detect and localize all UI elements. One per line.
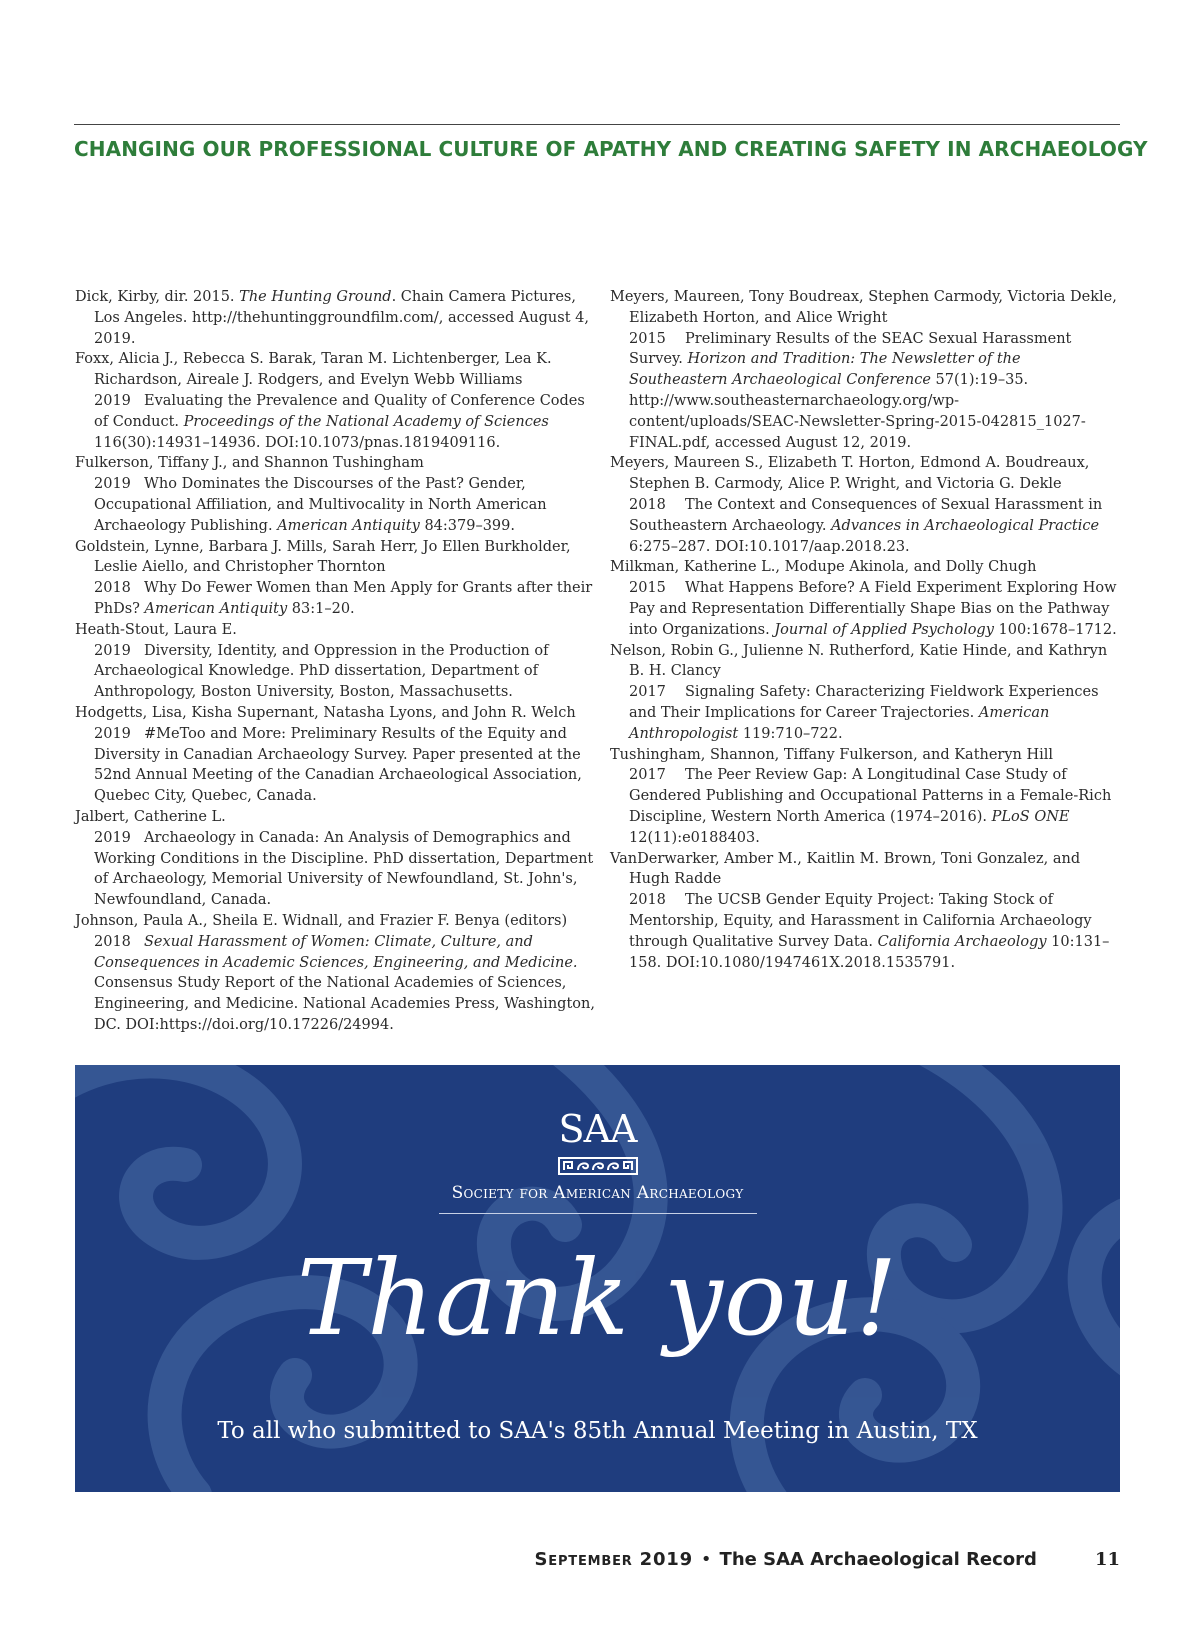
reference-author: Jalbert, Catherine L. [75, 808, 226, 825]
reference-author: Fulkerson, Tiffany J., and Shannon Tushingham [75, 455, 424, 472]
reference-item [610, 287, 1120, 453]
reference-title: The Hunting Ground [239, 289, 392, 305]
reference-rest: 12(11):e0188403. [629, 829, 760, 846]
reference-year: 2015 [629, 580, 666, 597]
reference-item [610, 641, 1120, 745]
reference-rest: 6:275–287. DOI:10.1017/aap.2018.23. [629, 538, 910, 555]
reference-year: 2018 [629, 892, 666, 909]
reference-year: 2019 [94, 476, 131, 493]
reference-author: Goldstein, Lynne, Barbara J. Mills, Sarah Herr, Jo Ellen Burkholder, Leslie Aiello, and Christopher Thornton [75, 538, 571, 576]
reference-year: 2019 [94, 392, 131, 409]
reference-author: Johnson, Paula A., Sheila E. Widnall, and Frazier F. Benya (editors) [75, 912, 568, 929]
page-footer [74, 1549, 1120, 1570]
reference-item [75, 287, 601, 349]
reference-rest: 83:1–20. [291, 600, 355, 617]
header-rule [74, 124, 1120, 125]
reference-item [610, 453, 1120, 557]
reference-journal: Sexual Harassment of Women: Climate, Culture, and Consequences in Academic Sciences, Engineering, and Medicine. [94, 933, 578, 971]
page-header-title: CHANGING OUR PROFESSIONAL CULTURE OF APATHY AND CREATING SAFETY IN ARCHAEOLOGY [74, 137, 1148, 161]
reference-year: 2018 [629, 496, 666, 513]
reference-item [75, 349, 601, 453]
reference-author: Nelson, Robin G., Julienne N. Rutherford, Katie Hinde, and Kathryn B. H. Clancy [610, 642, 1108, 680]
reference-year: 2018 [94, 933, 131, 950]
reference-author: Milkman, Katherine L., Modupe Akinola, and Dolly Chugh [610, 559, 1037, 576]
reference-author: Meyers, Maureen S., Elizabeth T. Horton, Edmond A. Boudreaux, Stephen B. Carmody, Alice P. Wright, and Victoria G. Dekle [610, 455, 1090, 493]
reference-author: VanDerwarker, Amber M., Kaitlin M. Brown, Toni Gonzalez, and Hugh Radde [610, 850, 1081, 888]
reference-journal: American Antiquity [144, 600, 288, 617]
reference-item [610, 745, 1120, 849]
reference-rest: . Chain Camera Pictures, Los Angeles. http://thehuntinggroundfilm.com/, accessed August 4, 2019. [94, 289, 589, 347]
reference-item [75, 703, 601, 807]
reference-text: Signaling Safety: Characterizing Fieldwork Experiences and Their Implications for Career Trajectories. [629, 684, 1099, 721]
reference-text: The Peer Review Gap: A Longitudinal Case Study of Gendered Publishing and Occupational Patterns in a Female-Rich Discipline, Western North America (1974–2016). [629, 767, 1112, 825]
reference-item [610, 849, 1120, 974]
reference-journal: American Anthropologist [629, 704, 1050, 742]
reference-author: Meyers, Maureen, Tony Boudreax, Stephen Carmody, Victoria Dekle, Elizabeth Horton, and Alice Wright [610, 289, 1117, 326]
reference-item [75, 807, 601, 911]
reference-journal: Proceedings of the National Academy of Sciences [183, 413, 549, 430]
references-column-left [75, 287, 601, 1036]
reference-journal: American Antiquity [277, 517, 420, 534]
reference-text: Who Dominates the Discourses of the Past? Gender, Occupational Affiliation, and Multivocality in North American Archaeology Publishing. [94, 476, 547, 534]
reference-item [75, 620, 601, 703]
footer-bullet: • [700, 1549, 712, 1570]
reference-text: What Happens Before? A Field Experiment Exploring How Pay and Representation Differentially Shape Bias on the Pathway into Organizations. [629, 580, 1117, 638]
reference-year: 2015 [629, 330, 666, 347]
thank-you-banner [75, 1065, 1120, 1492]
reference-journal: PLoS ONE [991, 808, 1070, 825]
footer-publication-title: The SAA Archaeological Record [719, 1549, 1037, 1570]
reference-author: Heath-Stout, Laura E. [75, 621, 237, 638]
saa-logo-text: SAA [558, 1107, 637, 1151]
reference-item [75, 453, 601, 536]
reference-author: Dick, Kirby, dir. 2015. [75, 289, 235, 305]
reference-year: 2017 [629, 767, 666, 784]
reference-journal: Horizon and Tradition: The Newsletter of the Southeastern Archaeological Conference [629, 351, 1021, 389]
reference-year: 2018 [94, 580, 131, 597]
reference-text: Evaluating the Prevalence and Quality of Conference Codes of Conduct. [94, 392, 585, 430]
reference-rest: 57(1):19–35. http://www.southeasternarchaeology.org/wp-content/uploads/SEAC-Newsletter-Spring-2015-042815_1027-FINAL.pdf, accessed August 12, 2019. [629, 372, 1086, 451]
reference-author: Hodgetts, Lisa, Kisha Supernant, Natasha Lyons, and John R. Welch [75, 704, 576, 721]
reference-rest: 100:1678–1712. [998, 621, 1117, 638]
reference-text: The UCSB Gender Equity Project: Taking Stock of Mentorship, Equity, and Harassment in California Archaeology through Qualitative Survey Data. [629, 892, 1092, 950]
footer-issue-date: September 2019 [534, 1549, 693, 1570]
reference-journal: Advances in Archaeological Practice [831, 517, 1100, 534]
reference-item [610, 557, 1120, 640]
references-column-right [610, 287, 1120, 973]
reference-item [75, 911, 601, 1036]
banner-divider [439, 1213, 757, 1214]
reference-text: #MeToo and More: Preliminary Results of the Equity and Diversity in Canadian Archaeology Survey. Paper presented at the 52nd Annual Meeting of the Canadian Archaeological Association, Quebec City, Quebec, Canada. [94, 725, 582, 805]
reference-year: 2019 [94, 725, 131, 742]
reference-year: 2017 [629, 684, 666, 701]
reference-text: Archaeology in Canada: An Analysis of Demographics and Working Conditions in the Discipline. PhD dissertation, Department of Archaeology, Memorial University of Newfoundland, St. John's, Newfoundland, Canada. [94, 829, 594, 909]
reference-author: Foxx, Alicia J., Rebecca S. Barak, Taran M. Lichtenberger, Lea K. Richardson, Aireale J. Rodgers, and Evelyn Webb Williams [75, 351, 552, 389]
reference-rest: 116(30):14931–14936. DOI:10.1073/pnas.1819409116. [94, 434, 501, 451]
reference-rest: 119:710–722. [742, 725, 843, 742]
thank-you-headline: Thank you! [296, 1237, 899, 1359]
reference-text: Preliminary Results of the SEAC Sexual Harassment Survey. [629, 330, 1072, 368]
reference-year: 2019 [94, 829, 131, 846]
reference-rest: Consensus Study Report of the National Academies of Sciences, Engineering, and Medicine. National Academies Press, Washington, DC. DOI:https://doi.org/10.17226/24994. [94, 975, 595, 1033]
thank-you-subline: To all who submitted to SAA's 85th Annual Meeting in Austin, TX [217, 1418, 978, 1444]
reference-item [75, 537, 601, 620]
reference-journal: Journal of Applied Psychology [774, 621, 994, 638]
reference-year: 2019 [94, 642, 131, 659]
reference-text: The Context and Consequences of Sexual Harassment in Southeastern Archaeology. [629, 496, 1103, 534]
reference-rest: 10:131–158. DOI:10.1080/1947461X.2018.1535791. [629, 933, 1110, 971]
reference-author: Tushingham, Shannon, Tiffany Fulkerson, and Katheryn Hill [610, 746, 1054, 763]
reference-rest: 84:379–399. [424, 517, 515, 534]
reference-journal: California Archaeology [877, 933, 1047, 950]
reference-text: Diversity, Identity, and Oppression in the Production of Archaeological Knowledge. PhD dissertation, Department of Anthropology, Boston University, Boston, Massachusetts. [94, 642, 549, 701]
reference-text: Why Do Fewer Women than Men Apply for Grants after their PhDs? [94, 580, 593, 617]
page-number: 11 [1094, 1549, 1120, 1570]
saa-logo-glyph-icon [75, 1157, 1120, 1179]
society-name: Society for American Archaeology [451, 1183, 744, 1203]
